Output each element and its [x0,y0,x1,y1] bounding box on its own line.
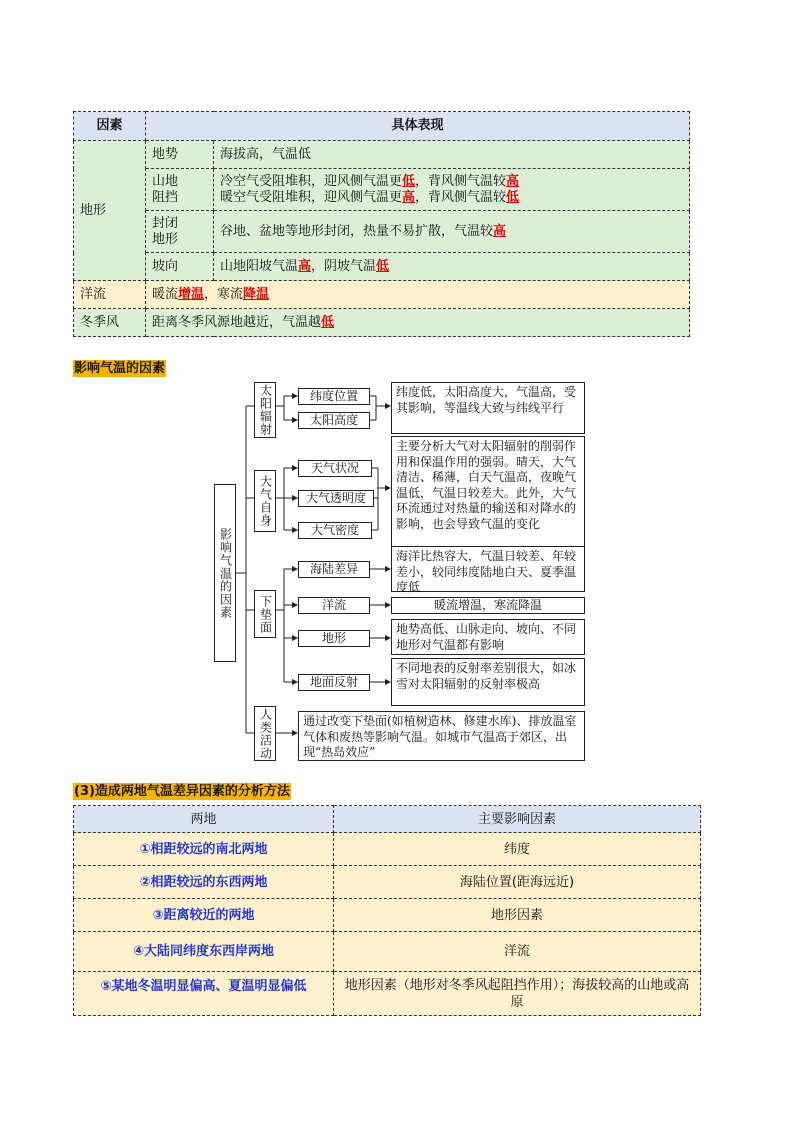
group-atmosphere: 大气自身 [254,470,276,532]
highlight-text: 低 [321,314,335,330]
main-factor: 地形因素 [334,899,701,932]
header-main-factor: 主要影响因素 [334,806,701,833]
factor-terrain-label: 地形 [74,141,146,281]
analysis-table-header [74,806,701,833]
header-detail: 具体表现 [146,112,690,141]
item-latitude: 纬度位置 [298,388,370,405]
factor-ocean-label: 洋流 [74,281,146,309]
table-row [74,833,701,866]
text-span: 距离冬季风源地越近，气温越 [152,314,322,330]
text-span: 谷地、盆地等地形封闭，热量不易扩散，气温较 [220,223,494,239]
group-human: 人类活动 [254,706,276,761]
main-factor: 洋流 [334,932,701,972]
section-heading-analysis: (3)造成两地气温差异因素的分析方法 [74,784,290,799]
group-surface: 下垫面 [254,590,276,638]
item-terrain: 地形 [298,630,370,647]
detail-text [214,211,690,253]
factor-diagram [210,378,590,763]
table-row [74,169,690,211]
text-span: ，寒流 [204,286,244,302]
header-factor: 因素 [74,112,146,141]
sub-factor: 山地 阻挡 [146,169,214,211]
header-two-places: 两地 [74,806,334,833]
place-pair: ④大陆同纬度东西岸两地 [74,932,334,972]
table-row [74,281,690,309]
main-factor: 地形因素（地形对冬季风起阻挡作用）；海拔较高的山地或高原 [334,972,701,1016]
text-span: 暖空气受阻堆积，迎风侧气温更 [220,189,403,205]
factor-monsoon-label: 冬季风 [74,309,146,337]
table-row [74,211,690,253]
highlight-text: 降温 [243,286,270,302]
text-span: 冷空气受阻堆积，迎风侧气温更 [220,173,403,189]
text-span: ，背风侧气温较 [415,173,507,189]
table-row [74,932,701,972]
item-weather: 天气状况 [298,460,372,477]
text-span: 暖流 [152,286,179,302]
analysis-table [73,805,701,1016]
text-span: 山地阳坡气温 [220,258,299,274]
detail-text [214,169,690,211]
desc-solar: 纬度低，太阳高度大，气温高，受其影响，等温线大致与纬线平行 [391,382,585,434]
text-span: ，阴坡气温 [311,258,377,274]
table-row [74,309,690,337]
item-transparency: 大气透明度 [298,490,374,507]
sub-factor: 封闭 地形 [146,211,214,253]
desc-land-sea: 海洋比热容大，气温日较差、年较差小，较同纬度陆地白天、夏季温度低 [391,546,585,592]
highlight-text: 低 [376,258,390,274]
highlight-text: 高 [493,223,507,239]
item-land-sea: 海陆差异 [298,561,370,578]
highlight-text: 增温 [178,286,205,302]
factor-table-header [74,112,690,141]
item-density: 大气密度 [298,522,372,539]
highlight-text: 低 [402,173,416,189]
table-row [74,972,701,1016]
place-pair: ②相距较远的东西两地 [74,866,334,899]
sub-factor: 坡向 [146,253,214,281]
place-pair: ①相距较远的南北两地 [74,833,334,866]
detail-text [146,281,690,309]
text-span: 海拔高，气温低 [220,146,312,162]
main-factor: 纬度 [334,833,701,866]
item-sun-height: 太阳高度 [298,412,370,429]
item-albedo: 地面反射 [298,674,370,691]
text-span: ，背风侧气温较 [415,189,507,205]
section-heading-factors: 影响气温的因素 [74,361,166,376]
table-row [74,253,690,281]
table-row [74,866,701,899]
detail-text [214,253,690,281]
place-pair: ⑤某地冬温明显偏高、夏温明显偏低 [74,972,334,1016]
diagram-root: 影响气温的因素 [214,484,236,662]
detail-text [214,141,690,169]
desc-current: 暖流增温，寒流降温 [391,597,585,614]
desc-terrain: 地势高低、山脉走向、坡向、不同地形对气温都有影响 [391,619,585,655]
desc-atmosphere: 主要分析大气对太阳辐射的削弱作用和保温作用的强弱。晴天，大气清洁、稀薄，白天气温高，夜晚气温低，气温日较差大。此外，大气环流通过对热量的输送和对降水的影响，也会导致气温的变化 [391,436,585,554]
place-pair: ③距离较近的两地 [74,899,334,932]
desc-albedo: 不同地表的反射率差别很大，如冰雪对太阳辐射的反射率极高 [391,658,585,706]
highlight-text: 高 [506,173,520,189]
detail-text [146,309,690,337]
main-factor: 海陆位置(距海远近) [334,866,701,899]
desc-human: 通过改变下垫面(如植树造林、修建水库)、排放温室气体和废热等影响气温。如城市气温高于郊区，出现“热岛效应” [298,711,585,761]
table-row [74,899,701,932]
highlight-text: 高 [402,189,416,205]
factor-table [73,111,690,337]
highlight-text: 高 [298,258,312,274]
highlight-text: 低 [506,189,520,205]
group-solar: 太阳辐射 [254,382,276,438]
table-row [74,141,690,169]
sub-factor: 地势 [146,141,214,169]
item-current: 洋流 [298,597,370,614]
